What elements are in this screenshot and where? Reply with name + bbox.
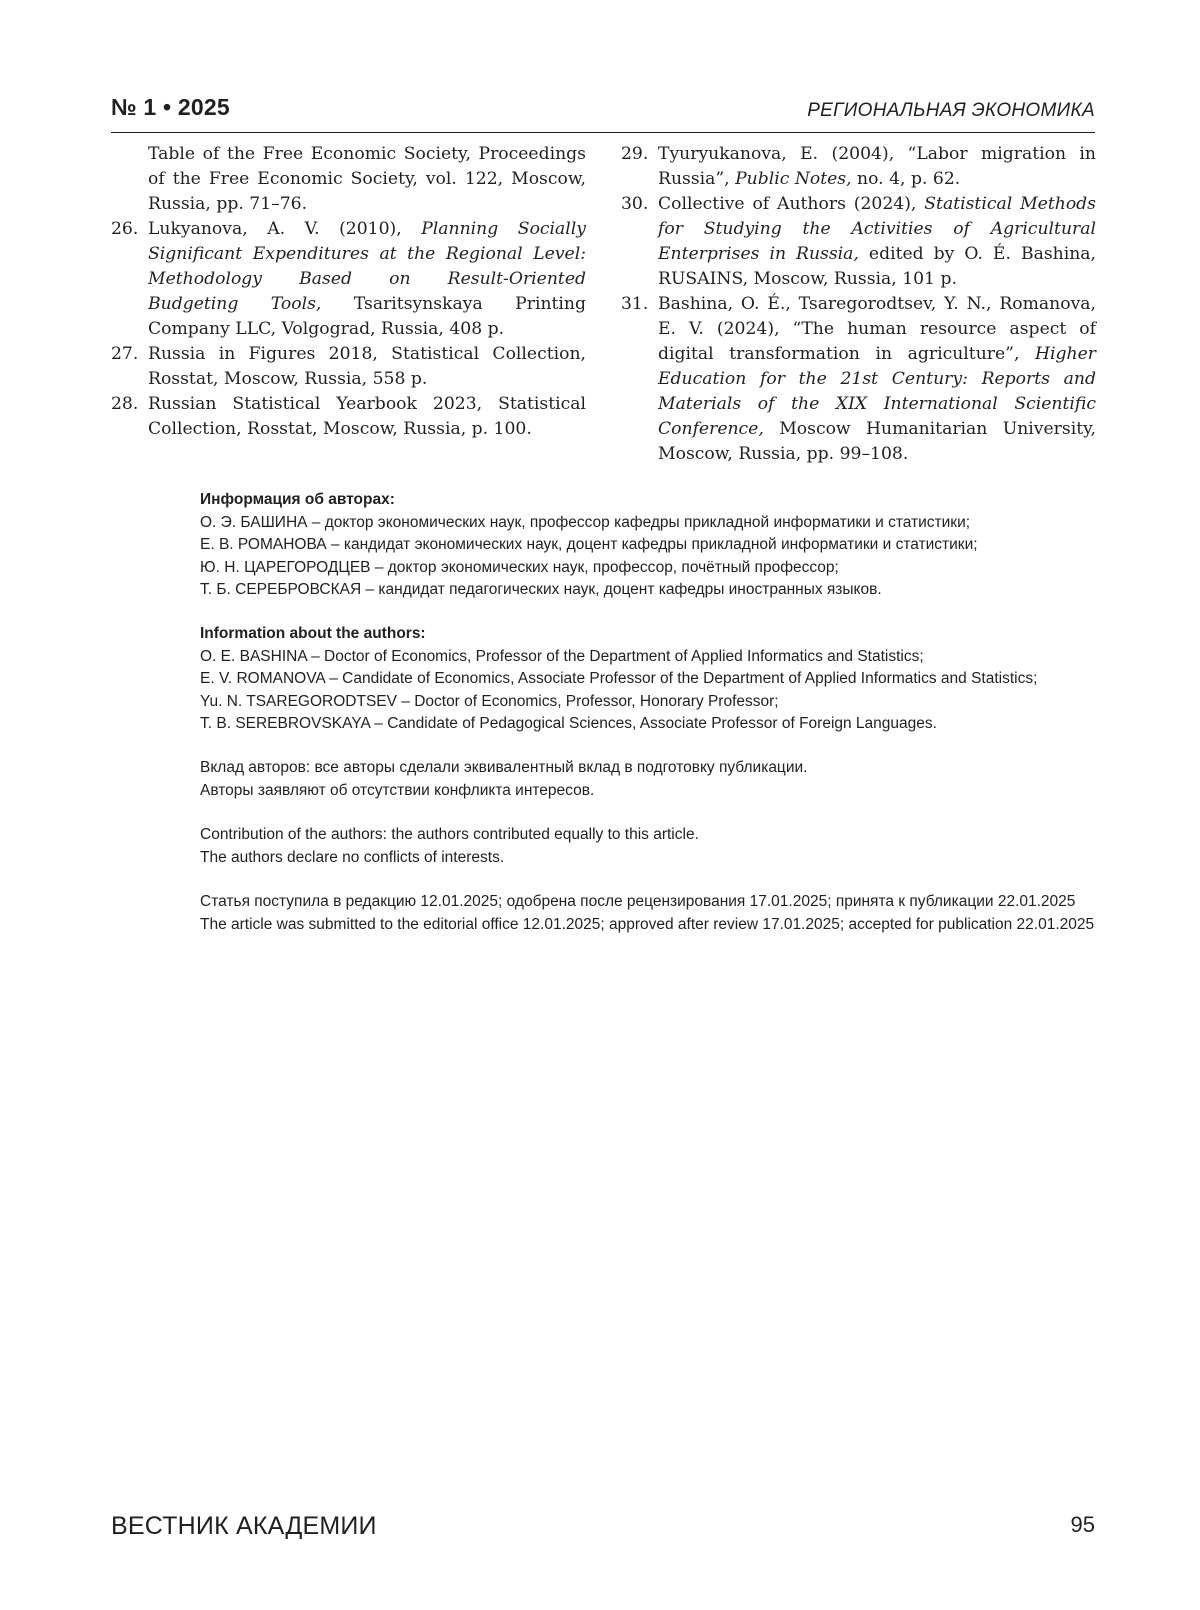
reference-number: 29. [621, 144, 649, 164]
reference-title: Planning Socially Significant Expenditures at the Regional Level: Methodology Based on Result-Oriented Budgeting Tools, [148, 219, 586, 314]
author-line: T. B. SEREBROVSKAYA – Candidate of Pedagogical Sciences, Associate Professor of Foreign Languages. [200, 715, 937, 732]
reference-item: 31. Bashina, O. É., Tsaregorodtsev, Y. N., Romanova, E. V. (2024), “The human resource aspect of digital transformation in agriculture”, Higher Education for the 21st Century: Reports and Materials of the XIX International Scientific Conference, Moscow Humanitarian University, Moscow, Russia, pp. 99–108. [621, 294, 1096, 464]
reference-number: 27. [111, 344, 139, 364]
author-line: O. E. BASHINA – Doctor of Economics, Professor of the Department of Applied Informatics and Statistics; [200, 647, 924, 665]
author-line: Т. Б. СЕРЕБРОВСКАЯ – кандидат педагогических наук, доцент кафедры иностранных языков. [200, 581, 882, 598]
contribution-line: Contribution of the authors: the authors contributed equally to this article. [200, 826, 699, 843]
dates-en: The article was submitted to the editorial office 12.01.2025; approved after review 17.01.2025; accepted for publication 22.01.2025 [200, 915, 1095, 933]
contribution-ru [200, 757, 1095, 802]
reference-item: 29. Tyuryukanova, E. (2004), “Labor migration in Russia”, Public Notes, no. 4, p. 62. [621, 144, 1096, 189]
authors-info-en [200, 623, 1095, 736]
reference-item: 28. Russian Statistical Yearbook 2023, Statistical Collection, Rosstat, Moscow, Russia, p. 100. [111, 394, 586, 439]
article-dates [200, 891, 1095, 936]
reference-item: 27. Russia in Figures 2018, Statistical Collection, Rosstat, Moscow, Russia, 558 p. [111, 344, 586, 389]
reference-number: 30. [621, 194, 649, 214]
dates-ru: Статья поступила в редакцию 12.01.2025; одобрена после рецензирования 17.01.2025; принята к публикации 22.01.2025 [200, 893, 1076, 910]
author-line: Yu. N. TSAREGORODTSEV – Doctor of Economics, Professor, Honorary Professor; [200, 692, 779, 710]
running-header [111, 94, 1095, 133]
reference-item: 26. Lukyanova, A. V. (2010), Planning Socially Significant Expenditures at the Regional Level: Methodology Based on Result-Oriented Budgeting Tools, Tsaritsynskaya Printing Company LLC, Volgograd, Russia, 408 p. [111, 219, 586, 339]
reference-title: Higher Education for the 21st Century: Reports and Materials of the XIX International Scientific Conference, [658, 344, 1096, 439]
contribution-en [200, 824, 1095, 869]
reference-number: 26. [111, 219, 139, 239]
authors-info-ru-heading: Информация об авторах: [200, 491, 395, 508]
references-right-column [621, 142, 1096, 467]
author-line: Ю. Н. ЦАРЕГОРОДЦЕВ – доктор экономических наук, профессор, почётный профессор; [200, 558, 839, 576]
authors-info-en-heading: Information about the authors: [200, 625, 426, 642]
reference-number: 31. [621, 294, 649, 314]
reference-title: Public Notes, [735, 169, 852, 189]
reference-number: 28. [111, 394, 139, 414]
conflict-line: The authors declare no conflicts of interests. [200, 848, 505, 866]
journal-title-footer: ВЕСТНИК АКАДЕМИИ [111, 1512, 377, 1540]
authors-info-ru [200, 489, 1095, 602]
page-number: 95 [1070, 1512, 1095, 1537]
contribution-line: Вклад авторов: все авторы сделали эквивалентный вклад в подготовку публикации. [200, 759, 808, 776]
issue-number: № 1 • 2025 [111, 94, 230, 120]
reference-item: 30. Collective of Authors (2024), Statistical Methods for Studying the Activities of Agricultural Enterprises in Russia, edited by O. É. Bashina, RUSAINS, Moscow, Russia, 101 p. [621, 194, 1096, 289]
author-line: Е. В. РОМАНОВА – кандидат экономических наук, доцент кафедры прикладной информатики и статистики; [200, 536, 978, 553]
reference-title: Statistical Methods for Studying the Activities of Agricultural Enterprises in Russia, [658, 194, 1096, 264]
author-line: E. V. ROMANOVA – Candidate of Economics, Associate Professor of the Department of Applied Informatics and Statistics; [200, 670, 1038, 687]
reference-item: Table of the Free Economic Society, Proceedings of the Free Economic Society, vol. 122, Moscow, Russia, pp. 71–76. [148, 144, 586, 214]
author-line: О. Э. БАШИНА – доктор экономических наук, профессор кафедры прикладной информатики и статистики; [200, 513, 971, 531]
conflict-line: Авторы заявляют об отсутствии конфликта интересов. [200, 781, 595, 799]
references-left-column [111, 142, 586, 442]
journal-section: РЕГИОНАЛЬНАЯ ЭКОНОМИКА [807, 100, 1095, 121]
